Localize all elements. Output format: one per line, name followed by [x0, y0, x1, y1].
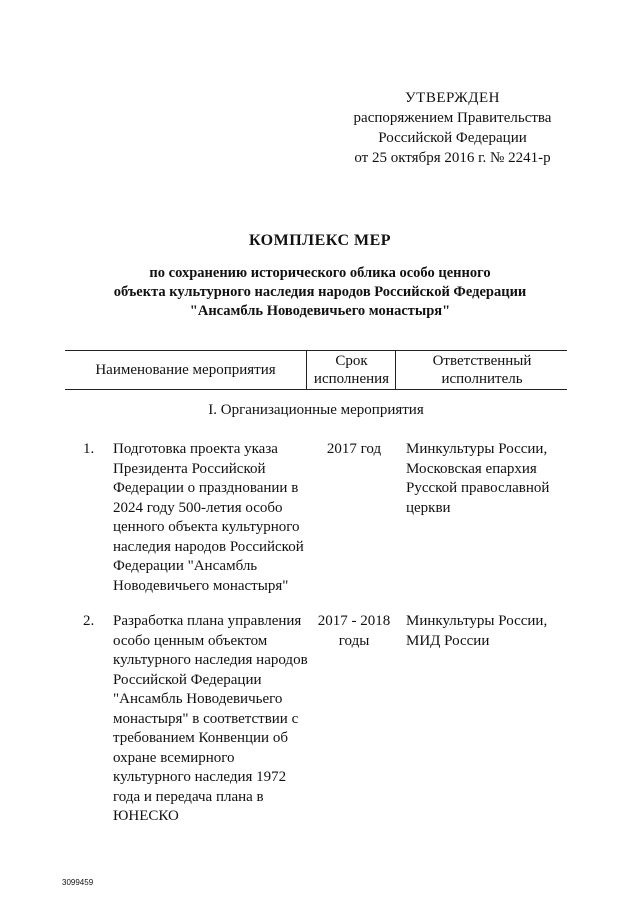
row-number: 1.	[83, 441, 95, 457]
title-line-1: по сохранению исторического облика особо ценного	[149, 265, 491, 281]
approval-line-2: Российской Федерации	[378, 130, 527, 146]
header-term: Срок исполнения	[306, 351, 396, 389]
document-number: 3099459	[62, 878, 94, 887]
section-title: I. Организационные мероприятия	[208, 402, 424, 418]
row-term: 2017 - 2018 годы	[317, 613, 391, 649]
header-name: Наименование мероприятия	[95, 362, 276, 378]
row-name: Разработка плана управления особо ценным объектом культурного наследия народов Российской Федерации "Ансамбль Новодевичьего монастыря" в соответствии с требованием Конвенции об охране всемирного культурного наследия 1972 года и передача плана в ЮНЕСКО	[113, 613, 308, 824]
title-line-2: объекта культурного наследия народов Российской Федерации	[113, 284, 527, 300]
row-responsible: Минкультуры России, МИД России	[406, 613, 548, 649]
document-title	[60, 232, 580, 321]
row-term: 2017 год	[326, 441, 382, 457]
header-responsible: Ответственный исполнитель	[395, 351, 568, 389]
title-main: КОМПЛЕКС МЕР	[248, 232, 392, 249]
row-responsible: Минкультуры России, Московская епархия Русской православной церкви	[406, 441, 550, 516]
table-header	[65, 350, 567, 390]
approval-line-1: распоряжением Правительства	[353, 110, 552, 126]
row-name: Подготовка проекта указа Президента Российской Федерации о праздновании в 2024 году 500-летия особо ценного объекта культурного наследия народов Российской Федерации "Ансамбль Новодевичьего монастыря"	[113, 441, 304, 594]
approval-heading: УТВЕРЖДЕН	[405, 90, 500, 106]
approval-line-3: от 25 октября 2016 г. № 2241-р	[354, 150, 551, 166]
title-line-3: "Ансамбль Новодевичьего монастыря"	[189, 303, 451, 319]
approval-block	[330, 88, 575, 168]
row-number: 2.	[83, 613, 95, 629]
